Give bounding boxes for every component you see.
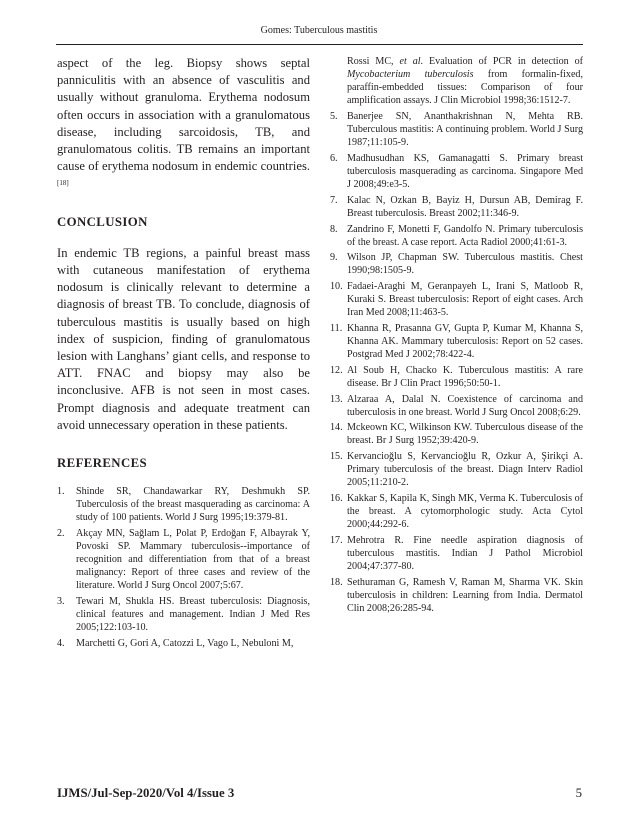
reference-item [57,637,310,650]
reference-item [57,595,310,634]
reference-number: 9. [330,252,338,264]
reference-number: 18. [330,576,343,588]
reference-item [330,251,583,277]
intro-paragraph [57,55,310,196]
citation-18[interactable]: [18] [57,179,69,188]
left-column [57,55,310,653]
reference-text: Fadaei-Araghi M, Geranpayeh L, Irani S, Matloob R, Kuraki S. Breast tuberculosis: Report of eight cases. Arch Iran Med 2008;11:463-5. [347,281,583,319]
reference-item [330,280,583,319]
reference-text: Madhusudhan KS, Gamanagatti S. Primary breast tuberculosis masquerading as carcinoma. Singapore Med J 2008;49:e3-5. [347,152,583,191]
conclusion-paragraph: In endemic TB regions, a painful breast mass with cutaneous manifestation of erythema nodosum is clinically relevant to determine a diagnosis of breast TB. To conclude, diagnosis of tuberculous mastitis is usually based on high index of suspicion, finding of granulomatous lesion with Langhans’ giant cells, and response to ATT. FNAC and biopsy may also be inconclusive. AFB is not seen in most cases. Prompt diagnosis and adequate treatment can avoid unnecessary operation in these patients. [57,245,310,432]
reference-number: 6. [330,152,338,164]
reference-number: 13. [330,393,343,405]
reference-number: 16. [330,493,343,505]
right-column [330,55,583,618]
reference-number: 8. [330,223,338,235]
reference-text: Sethuraman G, Ramesh V, Raman M, Sharma VK. Skin tuberculosis in children: Learning from India. Dermatol Clin 2008;26:285-94. [347,576,583,614]
reference-4-continuation [330,55,583,107]
ref4-etal: et al [399,56,421,67]
reference-text: Mckeown KC, Wilkinson KW. Tuberculous disease of the breast. Br J Surg 1952;39:420-9. [347,422,583,447]
reference-number: 3. [57,595,65,607]
reference-item [330,364,583,390]
reference-item [330,421,583,447]
reference-number: 10. [330,281,343,293]
intro-text: aspect of the leg. Biopsy shows septal panniculitis with an absence of vasculitis and usually without granuloma. Erythema nodosum often occurs in association with a granulomatous disease, including sarcoidosis, TB, and granulomatous colitis. TB remains an important cause of erythema nodosum in endemic countries. [57,56,310,174]
reference-number: 5. [330,110,338,122]
reference-text: Kalac N, Ozkan B, Bayiz H, Dursun AB, Demirag F. Breast tuberculosis. Breast 2002;11:346-9. [347,194,583,219]
reference-number: 12. [330,364,343,376]
footer-journal-info: IJMS/Jul-Sep-2020/Vol 4/Issue 3 [57,786,235,800]
page-number: 5 [575,786,582,800]
reference-item [330,322,583,361]
reference-item [330,110,583,149]
reference-text: Shinde SR, Chandawarkar RY, Deshmukh SP. Tuberculosis of the breast masquerading as carcinoma: A study of 100 patients. World J Surg 1995;19:379-81. [76,486,310,524]
reference-item [330,223,583,249]
references-list-right [330,110,583,615]
reference-item [57,485,310,524]
header-rule [56,44,583,45]
reference-text: Mehrotra R. Fine needle aspiration diagnosis of tuberculous mastitis. Indian J Pathol Microbiol 2004;47:377-80. [347,534,583,573]
running-header: Gomes: Tuberculous mastitis [260,25,378,36]
reference-item [330,393,583,419]
reference-number: 7. [330,194,338,206]
conclusion-heading: CONCLUSION [57,214,148,229]
reference-text: Akçay MN, Sağlam L, Polat P, Erdoğan F, Albayrak Y, Povoski SP. Mammary tuberculosis--importance of recognition and differentiation from that of a breast malignancy: Report of three cases and review of the literature. World J Surg Oncol 2007;5:67. [76,527,310,592]
reference-text: Khanna R, Prasanna GV, Gupta P, Kumar M, Khanna S, Khanna AK. Mammary tuberculosis: Report on 52 cases. Postgrad Med J 2002;78:422-4. [347,322,583,361]
reference-number: 2. [57,527,65,539]
reference-item [330,534,583,573]
reference-item [330,576,583,615]
reference-number: 1. [57,486,65,498]
reference-text: Marchetti G, Gori A, Catozzi L, Vago L, Nebuloni M, [76,637,294,649]
reference-item [330,152,583,191]
reference-text: Wilson JP, Chapman SW. Tuberculous mastitis. Chest 1990;98:1505-9. [347,252,583,277]
reference-text: Al Soub H, Chacko K. Tuberculous mastitis: A rare disease. Br J Clin Pract 1996;50:50-1. [347,364,583,389]
references-heading: REFERENCES [57,456,148,471]
reference-text: Kervancioğlu S, Kervancioğlu R, Ozkur A, Şirikçi A. Primary tuberculosis of the breast. Diagn Interv Radiol 2005;11:210-2. [347,451,583,489]
reference-number: 15. [330,451,343,463]
reference-text: Banerjee SN, Ananthakrishnan N, Mehta RB. Tuberculous mastitis: A continuing problem. World J Surg 1987;11:105-9. [347,110,583,149]
reference-number: 14. [330,422,343,434]
reference-number: 4. [57,637,65,649]
references-list-left [57,485,310,650]
reference-item [330,450,583,489]
reference-text: Zandrino F, Monetti F, Gandolfo N. Primary tuberculosis of the breast. A case report. Acta Radiol 2000;41:61-3. [347,223,583,248]
reference-text: Tewari M, Shukla HS. Breast tuberculosis: Diagnosis, clinical features and management. Indian J Med Res 2005;122:103-10. [76,595,310,634]
ref4-species: Mycobacterium tuberculosis [347,69,474,81]
reference-number: 17. [330,534,343,546]
reference-number: 11. [330,322,343,334]
reference-item [330,492,583,531]
ref4-authors: Rossi MC, [347,56,400,67]
reference-item [57,527,310,592]
reference-text: Kakkar S, Kapila K, Singh MK, Verma K. Tuberculosis of the breast. A cytomorphologic study. Acta Cytol 2000;44:292-6. [347,493,583,531]
ref4-title-a: . Evaluation of PCR in detection of [420,56,583,67]
reference-text: Alzaraa A, Dalal N. Coexistence of carcinoma and tuberculosis in one breast. World J Surg Oncol 2008;6:29. [347,393,583,418]
reference-item [330,194,583,220]
ref4-title-b: from formalin-fixed, paraffin-embedded tissues: Comparison of four amplification assays. J Clin Microbiol 1998;36:1512-7. [347,69,583,107]
